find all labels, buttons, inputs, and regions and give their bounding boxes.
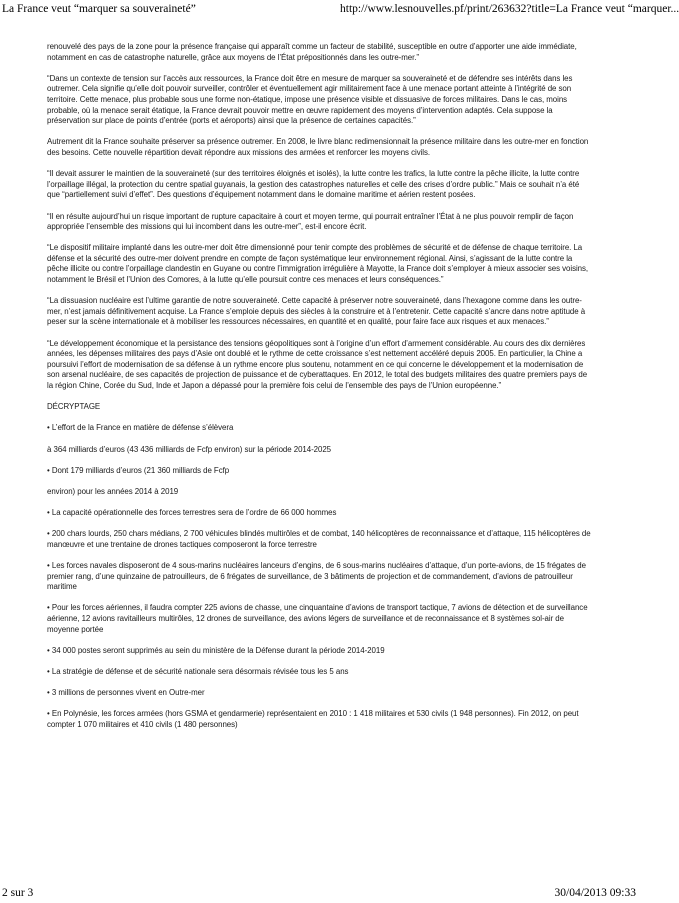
print-header [0,0,679,16]
print-page-title: La France veut “marquer sa souveraineté” [2,3,196,15]
print-date: 30/04/2013 09:33 [554,887,636,899]
section-heading-decryptage: DÉCRYPTAGE [47,402,101,412]
print-footer [0,887,638,903]
article-paragraph: “Le dispositif militaire implanté dans les outre-mer doit être dimensionné pour tenir compte des problèmes de sécurité et de défense de chaque territoire. La défense et la sécurité des outre-mer doivent prendre en compte de façon systématique leur environnement régional. Ainsi, s’agissant de la lutte contre la pêche illicite ou contre l’orpaillage clandestin en Guyane ou contre l’immigration irrégulière à Mayotte, la France doit s’employer à mieux associer ses voisins, notamment le Brésil et l’Union des Comores, à la lutte qu’elle poursuit contre ces menaces et leurs conséquences.” [47,243,589,285]
article-bullet: • En Polynésie, les forces armées (hors GSMA et gendarmerie) représentaient en 2010 : 1 418 militaires et 530 civils (1 948 personnes). Fin 2012, on peut compter 1 070 militaires et 410 civils (1 480 personnes) [47,709,579,729]
article-bullet: • 200 chars lourds, 250 chars médians, 2 700 véhicules blindés multirôles et de combat, 140 hélicoptères de reconnaissance et d’attaque, 115 hélicoptères de manœuvre et une trentaine de drones tactiques composeront la force terrestre [47,529,591,549]
article-bullet: à 364 milliards d’euros (43 436 milliards de Fcfp environ) sur la période 2014-2025 [47,444,332,454]
article-bullet: • Dont 179 milliards d’euros (21 360 milliards de Fcfp [47,465,230,475]
page-number: 2 sur 3 [2,887,34,899]
article-paragraph: “Il en résulte aujourd’hui un risque important de rupture capacitaire à court et moyen terme, qui pourrait entraîner l’État à ne plus pouvoir remplir de façon appropriée l’ensemble des missions qui lui incombent dans les outre-mer”, est-il encore écrit. [47,211,574,232]
article-bullet: environ) pour les années 2014 à 2019 [47,486,179,496]
article-paragraph: “Le développement économique et la persistance des tensions géopolitiques sont à l’origine d’un effort d’armement considérable. Au cours des dix dernières années, les dépenses militaires des pays d’Asie ont doublé et le rythme de cette croissance s’est nettement accéléré depuis 2005. En particulier, la Chine a poursuivi l’effort de modernisation de sa défense à un rythme encore plus soutenu, notamment en ce qui concerne le développement et la modernisation de son arsenal nucléaire, de ses capacités de projection de puissance et de cyberattaques. En 2012, le total des budgets militaires des quatre premiers pays de la région Chine, Corée du Sud, Inde et Japon a dépassé pour la première fois celui de l’ensemble des pays de l’Union européenne.” [47,338,588,390]
article-paragraph: “Il devait assurer le maintien de la souveraineté (sur des territoires éloignés et isolés), la lutte contre les trafics, la lutte contre la pêche illicite, la lutte contre l’orpaillage illégal, la protection du centre spatial guyanais, la gestion des catastrophes naturelles et celle des crises d’ordre public.” Mais ce souhait n’a été que “partiellement suivi d’effet”. Des questions d’équipement notamment dans le domaine maritime et aérien restent posées. [47,169,580,200]
article-bullet: • La capacité opérationnelle des forces terrestres sera de l’ordre de 66 000 hommes [47,508,337,518]
article-bullet: • L’effort de la France en matière de défense s’élèvera [47,423,234,433]
article-body [47,42,593,741]
article-paragraph: renouvelé des pays de la zone pour la présence française qui apparaît comme un facteur de stabilité, susceptible en outre d’apporter une aide immédiate, notamment en cas de catastrophe naturelle, grâce aux moyens de l’État prépositionnés dans les outre-mer.” [47,42,577,62]
article-bullet: • Pour les forces aériennes, il faudra compter 225 avions de chasse, une cinquantaine d’avions de transport tactique, 7 avions de détection et de surveillance aérienne, 12 avions ravitailleurs multirôles, 12 drones de surveillance, des avions légers de surveillance et de reconnaissance et 8 systèmes sol-air de moyenne portée [47,603,588,634]
article-paragraph: “La dissuasion nucléaire est l’ultime garantie de notre souveraineté. Cette capacité à préserver notre souveraineté, dans l’hexagone comme dans les outre-mer, n’est jamais définitivement acquise. La France s’emploie depuis des siècles à la construire et à l’entretenir. Cette capacité s’ancre dans notre aptitude à peser sur la scène internationale et à mobiliser les ressources nécessaires, en quantité et en qualité, pour faire face aux risques et aux menaces.” [47,296,586,327]
article-bullet: • 34 000 postes seront supprimés au sein du ministère de la Défense durant la période 2014-2019 [47,645,385,655]
article-bullet: • La stratégie de défense et de sécurité nationale sera désormais révisée tous les 5 ans [47,667,349,677]
article-bullet: • Les forces navales disposeront de 4 sous-marins nucléaires lanceurs d’engins, de 6 sous-marins nucléaires d’attaque, d’un porte-avions, de 15 frégates de premier rang, d’une quinzaine de patrouilleurs, de 6 frégates de surveillance, de 3 bâtiments de projection et de commandement, d’avions de patrouilleur maritime [47,561,586,592]
article-bullet: • 3 millions de personnes vivent en Outre-mer [47,688,205,698]
article-paragraph: Autrement dit la France souhaite préserver sa présence outremer. En 2008, le livre blanc redimensionnait la présence militaire dans les outre-mer en fonction des besoins. Cette nouvelle répartition devait répondre aux missions des armées et renforcer les moyens civils. [47,137,589,157]
article-paragraph: “Dans un contexte de tension sur l’accès aux ressources, la France doit être en mesure de marquer sa souveraineté et de défendre ses intérêts dans les outremer. Cela signifie qu’elle doit pouvoir surveiller, contrôler et éventuellement agir militairement face à une menace portant atteinte à l’intégrité de son territoire. Cette menace, plus probable sous une forme non-étatique, impose une présence visible et dissuasive de forces militaires. Dans le cas, moins probable, où la menace serait étatique, la France devrait pouvoir mettre en œuvre rapidement des moyens d’intervention adaptés. Cela suppose la préservation sur place de points d’entrée (ports et aéroports) ainsi que la présence de certaines capacités.” [47,73,573,126]
print-page-url: http://www.lesnouvelles.pf/print/263632?title=La France veut “marquer... [340,3,679,15]
